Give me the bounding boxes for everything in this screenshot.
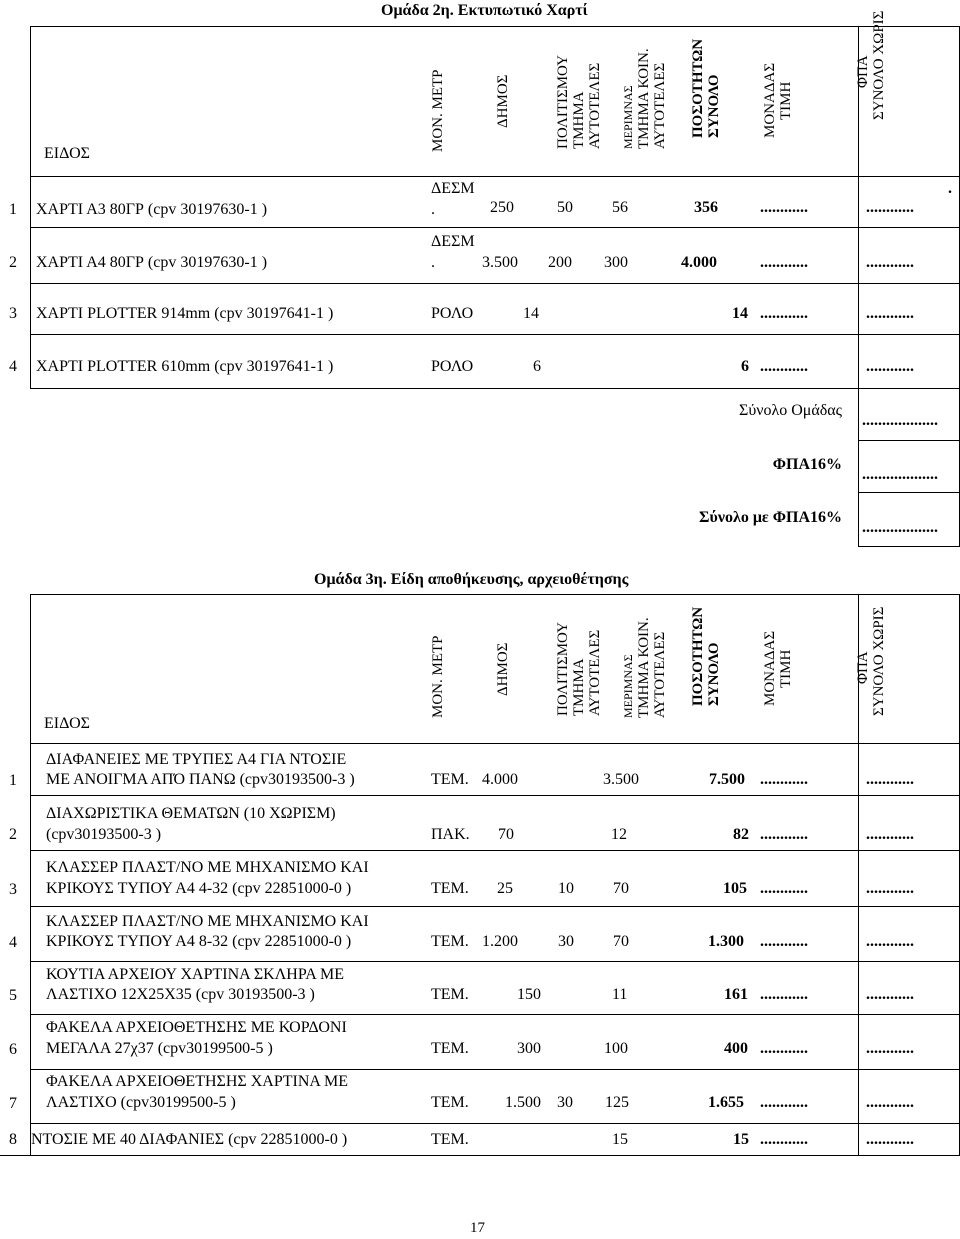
group3-header-item: ΕΙΔΟΣ [44, 715, 90, 732]
group2-row-divider [30, 334, 960, 335]
group2-summary-divider [858, 492, 960, 493]
vat-value: ................... [862, 466, 938, 483]
row-item-line1: ΦΑΚΕΛΑ ΑΡΧΕΙΟΘΕΤΗΣΗΣ ΧΑΡΤΙΝΑ ΜΕ [46, 1073, 349, 1090]
row-item: ΧΑΡΤΙ Α3 80ΓΡ (cpv 30197630-1 ) [36, 201, 268, 218]
row-item-line2: ΜΕ ΑΝΟΙΓΜΑ ΑΠΌ ΠΑΝΩ (cpv30193500-3 ) [46, 771, 355, 788]
group3-header-bottom [30, 743, 960, 744]
group2-header-polit: ΠΟΛΙΤΙΣΜΟΥ ΤΜΗΜΑ ΑΥΤΟΤΕΛΕΣ [555, 55, 603, 149]
group2-header-unit: ΜΟΝ. ΜΕΤΡ [430, 69, 446, 152]
group3-header-price: ΜΟΝΑΔΑΣ ΤΙΜΗ [762, 630, 794, 706]
group3-col-line [30, 594, 31, 1155]
group2-header-merimna: ΜΕΡΙΜΝΑΣ ΤΜΗΜΑ ΚΟΙΝ. ΑΥΤΟΤΕΛΕΣ [621, 48, 668, 149]
total-with-vat-value: ................... [862, 519, 938, 536]
group3-title: Ομάδα 3η. Είδη αποθήκευσης, αρχειοθέτησης [314, 571, 629, 588]
row-item-line1: ΚΛΑΣΣΕΡ ΠΛΑΣΤ/ΝΟ ΜΕ ΜΗΧΑΝΙΣΜΟ ΚΑΙ [46, 859, 369, 876]
group3-header-polit: ΠΟΛΙΤΙΣΜΟΥ ΤΜΗΜΑ ΑΥΤΟΤΕΛΕΣ [555, 622, 603, 716]
group-total-value: ................... [862, 412, 938, 429]
group3-top-border [30, 594, 960, 595]
row-item-line2: ΚΡΙΚΟΥΣ ΤΥΠΟΥ Α4 4-32 (cpv 22851000-0 ) [46, 880, 352, 897]
group3-row-divider [30, 1069, 960, 1070]
group2-header-dimos: ΔΗΜΟΣ [495, 74, 511, 128]
row-item-line1: ΦΑΚΕΛΑ ΑΡΧΕΙΟΘΕΤΗΣΗΣ ΜΕ ΚΟΡΔΟΝΙ [46, 1019, 347, 1036]
row-item-line2: ΜΕΓΑΛΑ 27χ37 (cpv30199500-5 ) [46, 1040, 273, 1057]
row-item-line2: (cpv30193500-3 ) [46, 826, 162, 843]
row-item-line2: ΛΑΣΤΙΧΟ (cpv30199500-5 ) [46, 1094, 236, 1111]
group3-row-divider [30, 795, 960, 796]
group-total-label: Σύνολο Ομάδας [739, 402, 842, 419]
group2-row-divider [30, 283, 960, 284]
group2-row-divider [30, 227, 960, 228]
group3-header-polit-wrap [555, 608, 611, 716]
group2-header-total: ΠΟΣΟΤΗΤΩΝ ΣΥΝΟΛΟ [690, 38, 722, 138]
group3-header-unit: ΜΟΝ. ΜΕΤΡ [430, 635, 446, 718]
group2-top-border [30, 26, 960, 27]
total-with-vat-label: Σύνολο με ΦΠΑ16% [699, 509, 842, 526]
group3-row-divider [30, 850, 960, 851]
group2-header-merimna-wrap [620, 43, 672, 149]
row-item-line1: ΝΤΟΣΙΕ ΜΕ 40 ΔΙΑΦΑΝΙΕΣ (cpv 22851000-0 ) [31, 1131, 348, 1148]
group2-title: Ομάδα 2η. Εκτυπωτικό Χαρτί [381, 2, 588, 19]
group3-bottom-border [0, 1155, 960, 1156]
group3-row-divider [30, 1014, 960, 1015]
row-item-line1: ΚΟΥΤΙΑ ΑΡΧΕΙΟΥ ΧΑΡΤΙΝΑ ΣΚΛΗΡΑ ΜΕ [46, 966, 344, 983]
row-item-line1: ΔΙΑΦΑΝΕΙΕΣ ΜΕ ΤΡΥΠΕΣ Α4 ΓΙΑ ΝΤΟΣΙΕ [46, 751, 347, 768]
group3-header-merimna: ΜΕΡΙΜΝΑΣ ΤΜΗΜΑ ΚΟΙΝ. ΑΥΤΟΤΕΛΕΣ [621, 617, 668, 718]
group2-header-novat: ΦΠΑ ΣΥΝΟΛΟ ΧΩΡΙΣ [855, 10, 887, 120]
row-item: ΧΑΡΤΙ PLOTTER 914mm (cpv 30197641-1 ) [36, 305, 334, 322]
group2-header-item: ΕΙΔΟΣ [44, 145, 90, 162]
group3-header-total: ΠΟΣΟΤΗΤΩΝ ΣΥΝΟΛΟ [690, 606, 722, 706]
row-item: ΧΑΡΤΙ Α4 80ΓΡ (cpv 30197630-1 ) [36, 254, 268, 271]
group3-row-divider [30, 1123, 960, 1124]
group2-col-line [30, 26, 31, 388]
page-number: 17 [470, 1220, 485, 1236]
group2-row-divider [30, 388, 960, 389]
vat-label: ΦΠΑ16% [772, 456, 842, 473]
group3-row-divider [30, 906, 960, 907]
row-item-line2: ΚΡΙΚΟΥΣ ΤΥΠΟΥ Α4 8-32 (cpv 22851000-0 ) [46, 933, 352, 950]
group3-header-dimos: ΔΗΜΟΣ [495, 642, 511, 696]
row-item-line1: ΚΛΑΣΣΕΡ ΠΛΑΣΤ/ΝΟ ΜΕ ΜΗΧΑΝΙΣΜΟ ΚΑΙ [46, 913, 369, 930]
row-item: ΧΑΡΤΙ PLOTTER 610mm (cpv 30197641-1 ) [36, 358, 334, 375]
group3-row-divider [30, 961, 960, 962]
group2-summary-divider [858, 546, 960, 547]
group3-header-merimna-wrap [620, 608, 672, 718]
row-item-line1: ΔΙΑΧΩΡΙΣΤΙΚΑ ΘΕΜΑΤΩΝ (10 ΧΩΡΙΣΜ) [46, 805, 336, 822]
group2-header-bottom [30, 176, 960, 177]
group2-header-polit-wrap [555, 43, 611, 149]
group2-header-price: ΜΟΝΑΔΑΣ ΤΙΜΗ [762, 62, 794, 138]
group2-summary-divider [858, 440, 960, 441]
group3-header-novat: ΦΠΑ ΣΥΝΟΛΟ ΧΩΡΙΣ [855, 606, 887, 716]
row-item-line2: ΛΑΣΤΙΧΟ 12Χ25Χ35 (cpv 30193500-3 ) [46, 986, 315, 1003]
document-page: Ομάδα 2η. Εκτυπωτικό Χαρτί ΕΙΔΟΣ ΜΟΝ. ΜΕΤΡ ΔΗΜΟΣ ΠΟΛΙΤΙΣΜΟΥ ΤΜΗΜΑ ΑΥΤΟΤΕΛΕΣ ΜΕΡΙΜΝΑΣ ΤΜΗΜΑ ΚΟΙΝ. ΑΥΤΟΤΕΛΕΣ ΠΟΣΟΤΗΤΩΝ ΣΥΝΟΛΟ ΜΟΝΑΔΑΣ ΤΙΜΗ ΦΠΑ ΣΥΝΟΛΟ ΧΩΡΙΣ 1 ΧΑΡΤΙ Α3 80ΓΡ (cpv 30197630-1 ) ΔΕΣΜ . 250 50 56 356 ............ . ............ 2 ΧΑΡΤΙ Α4 80ΓΡ (cpv 30197630-1 ) ΔΕΣΜ . 3.500 200 300 4.000 ............ ............ 3 ΧΑΡΤΙ PLOTTER 914mm (cpv 30197641-1 ) ΡΟΛΟ 14 14 ............ ............ 4 ΧΑΡΤΙ PLOTTER 610mm (cpv 30197641-1 ) ΡΟΛΟ 6 6 ............ ............ Σύνολο Ομάδας ................... ΦΠΑ16% ................... Σύνολο με ΦΠΑ16% ................... Ομάδα 3η. Είδη αποθήκευσης, αρχειοθέτησης ΕΙΔΟΣ ΜΟΝ. ΜΕΤΡ ΔΗΜΟΣ ΠΟΛΙΤΙΣΜΟΥ ΤΜΗΜΑ ΑΥΤΟΤΕΛΕΣ ΜΕΡΙΜΝΑΣ ΤΜΗΜΑ ΚΟΙΝ. ΑΥΤΟΤΕΛΕΣ ΠΟΣΟΤΗΤΩΝ ΣΥΝΟΛΟ ΜΟΝΑΔΑΣ ΤΙΜΗ ΦΠΑ ΣΥΝΟΛΟ ΧΩΡΙΣ 1 ΔΙΑΦΑΝΕΙΕΣ ΜΕ ΤΡΥΠΕΣ Α4 ΓΙΑ ΝΤΟΣΙΕ ΜΕ ΑΝΟΙΓΜΑ ΑΠΌ ΠΑΝΩ (cpv30193500-3 ) ΤΕΜ. 4.000 3.500 7.500 ............ ............ 2 ΔΙΑΧΩΡΙΣΤΙΚΑ ΘΕΜΑΤΩΝ (10 ΧΩΡΙΣΜ) (cpv30193500-3 ) ΠΑΚ. 70 12 82 ............ ............ 3 ΚΛΑΣΣΕΡ ΠΛΑΣΤ/ΝΟ ΜΕ ΜΗΧΑΝΙΣΜΟ ΚΑΙ ΚΡΙΚΟΥΣ ΤΥΠΟΥ Α4 4-32 (cpv 22851000-0 ) ΤΕΜ. 25 10 70 105 ............ ............ 4 ΚΛΑΣΣΕΡ ΠΛΑΣΤ/ΝΟ ΜΕ ΜΗΧΑΝΙΣΜΟ ΚΑΙ ΚΡΙΚΟΥΣ ΤΥΠΟΥ Α4 8-32 (cpv 22851000-0 ) ΤΕΜ. 1.200 30 70 1.300 ............ ............ 5 ΚΟΥΤΙΑ ΑΡΧΕΙΟΥ ΧΑΡΤΙΝΑ ΣΚΛΗΡΑ ΜΕ ΛΑΣΤΙΧΟ 12Χ25Χ35 (cpv 30193500-3 ) ΤΕΜ. 150 11 161 ............ ............ 6 ΦΑΚΕΛΑ ΑΡΧΕΙΟΘΕΤΗΣΗΣ ΜΕ ΚΟΡΔΟΝΙ ΜΕΓΑΛΑ 27χ37 (cpv30199500-5 ) ΤΕΜ. 300 100 400 ............ ............ 7 ΦΑΚΕΛΑ ΑΡΧΕΙΟΘΕΤΗΣΗΣ ΧΑΡΤΙΝΑ ΜΕ ΛΑΣΤΙΧΟ (cpv30199500-5 ) ΤΕΜ. 1.500 30 125 1.655 ............ ............ 8 ΝΤΟΣΙΕ ΜΕ 40 ΔΙΑΦΑΝΙΕΣ (cpv 22851000-0 ) ΤΕΜ. 15 15 ............ ............ 17 [0, 0, 960, 1239]
